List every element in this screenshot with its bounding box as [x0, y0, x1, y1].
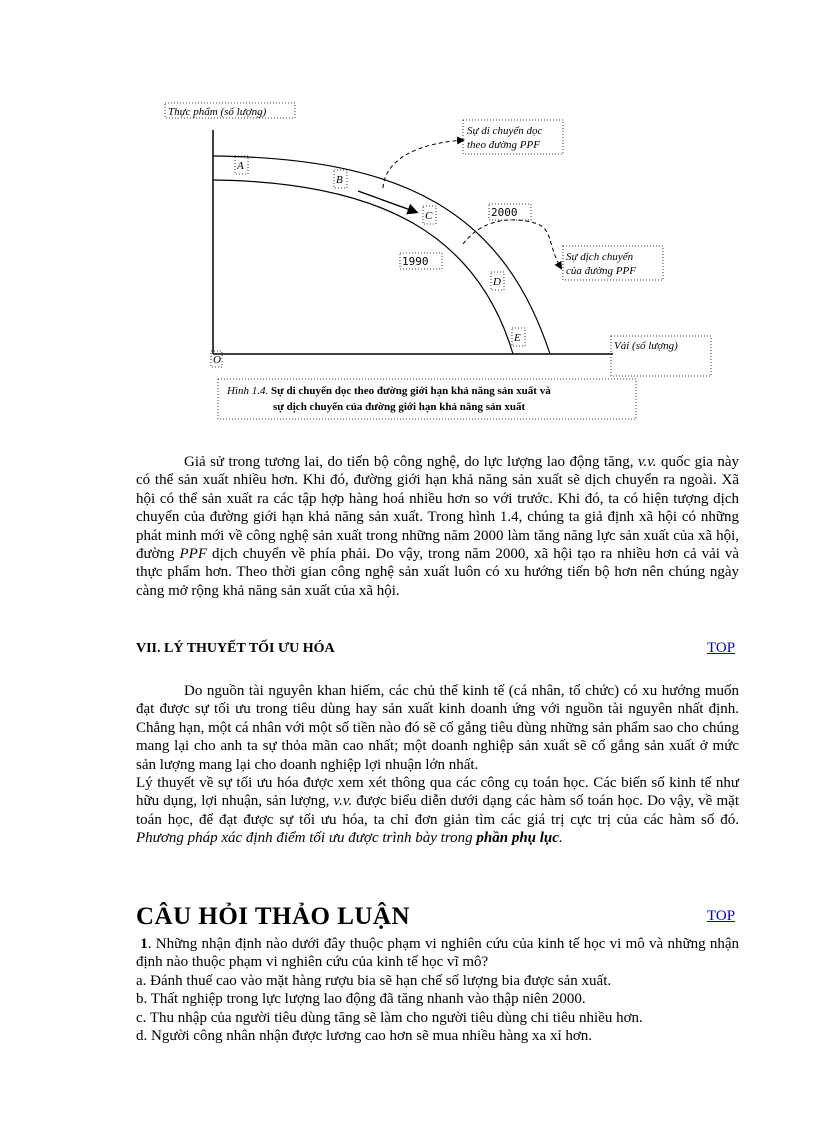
- option-d: d. Người công nhân nhận được lương cao hơn sẽ mua nhiều hàng xa xỉ hơn.: [136, 1028, 593, 1045]
- x-axis-label: Vải (số lượng): [614, 340, 678, 352]
- discussion-title: CÂU HỎI THẢO LUẬN: [136, 903, 411, 930]
- movement-arrow: [358, 191, 416, 212]
- option-c: c. Thu nhập của người tiêu dùng tăng sẽ làm cho người tiêu dùng chi tiêu nhiều hơn.: [136, 1009, 643, 1026]
- question-number: 1: [140, 936, 148, 952]
- year-2000-label: 2000: [491, 206, 518, 219]
- point-a: A: [237, 160, 244, 172]
- point-b: B: [336, 174, 343, 186]
- note-along-line2: theo đường PPF: [467, 139, 540, 151]
- question-1: 1. Những nhận định nào dưới đây thuộc phạm vi nghiên cứu của kinh tế học vi mô và những nhận định nào thuộc phạm vi nghiên cứu của kinh tế học vĩ mô? a. Đánh thuế cao vào mặt hàng rượu bia sẽ hạn chế số lượng bia được sản xuất. b. Thất nghiệp trong lực lượng lao động đã tăng nhanh vào thập niên 2000. c. Thu nhập của người tiêu dùng tăng sẽ làm cho người tiêu dùng chi tiêu nhiều hơn. d. Người công nhân nhận được lương cao hơn sẽ mua nhiều hàng xa xỉ hơn.: [136, 936, 740, 1045]
- point-e: E: [514, 332, 521, 344]
- figure-caption-line2: sự dịch chuyển của đường giới hạn khả năng sản xuất: [273, 401, 526, 413]
- section-title-optimization: VII. LÝ THUYẾT TỐI ƯU HÓA: [136, 641, 335, 656]
- along-note-arrow: [383, 140, 463, 188]
- note-along-line1: Sự di chuyển dọc: [467, 125, 543, 137]
- point-d: D: [493, 276, 501, 288]
- option-b: b. Thất nghiệp trong lực lượng lao động đã tăng nhanh vào thập niên 2000.: [136, 991, 586, 1008]
- y-axis-label: Thực phẩm (số lượng): [168, 106, 267, 118]
- shift-note-arrow: [463, 220, 561, 268]
- point-c: C: [425, 210, 433, 222]
- ppf-diagram: [163, 96, 723, 432]
- paragraph-ppf-shift: Giả sử trong tương lai, do tiến bộ công nghệ, do lực lượng lao động tăng, v.v. quốc gia này có thể sản xuất nhiều hơn. Khi đó, đường giới hạn khả năng sản xuất sẽ dịch chuyển ra ngoài. Xã hội có thể sản xuất ra các tập hợp hàng hoá nhiều hơn so với trước. Khi đó, ta có hiện tượng dịch chuyển của đường giới hạn khả năng sản xuất. Trong hình 1.4, chúng ta giả định xã hội có những phát minh mới về công nghệ sản xuất trong những năm 2000 làm tăng năng lực sản xuất của xã hội, đường PPF dịch chuyển về phía phải. Do vậy, trong năm 2000, xã hội tạo ra nhiều hơn cả vải và thực phẩm hơn. Theo thời gian công nghệ sản xuất luôn có xu hướng tiến bộ hơn nên chúng ngày càng mở rộng khả năng sản xuất của xã hội.: [136, 454, 740, 599]
- top-link-1[interactable]: TOP: [707, 640, 736, 656]
- ppf-figure: [163, 96, 723, 432]
- option-a: a. Đánh thuế cao vào mặt hàng rượu bia sẽ hạn chế số lượng bia được sản xuất.: [136, 972, 612, 989]
- paragraph-optimization: Do nguồn tài nguyên khan hiếm, các chủ thể kinh tế (cá nhân, tổ chức) có xu hướng muốn đạt được sự tối ưu trong tiêu dùng hay sản xuất kinh doanh ứng với nguồn tài nguyên nhất định. Chẳng hạn, một cá nhân với một số tiền nào đó sẽ cố gắng tiêu dùng những sản phẩm sao cho chúng mang lại cho anh ta sự thỏa mãn cao nhất; một doanh nghiệp sản xuất sẽ cố gắng sản xuất ở mức sản lượng mang lại cho doanh nghiệp lợi nhuận lớn nhất. Lý thuyết về sự tối ưu hóa được xem xét thông qua các công cụ toán học. Các biến số kinh tế như hữu dụng, lợi nhuận, sản lượng, v.v. được biểu diễn dưới dạng các hàm số toán học. Do vậy, về mặt toán học, để đạt được sự tối ưu hóa, ta chỉ đơn giản tìm các giá trị cực trị của các hàm số đó. Phương pháp xác định điểm tối ưu được trình bày trong phần phụ lục.: [136, 683, 739, 847]
- note-shift-line2: của đường PPF: [566, 265, 636, 277]
- top-link-2[interactable]: TOP: [707, 908, 736, 924]
- origin-label: O: [213, 354, 221, 366]
- note-shift-line1: Sự dịch chuyển: [566, 251, 634, 263]
- ppf-curve-1990: [213, 180, 513, 354]
- year-1990-label: 1990: [402, 255, 429, 268]
- ppf-curve-2000: [213, 156, 550, 354]
- figure-caption-line1: Hình 1.4. Sự di chuyển dọc theo đường giới hạn khả năng sản xuất và: [227, 385, 551, 397]
